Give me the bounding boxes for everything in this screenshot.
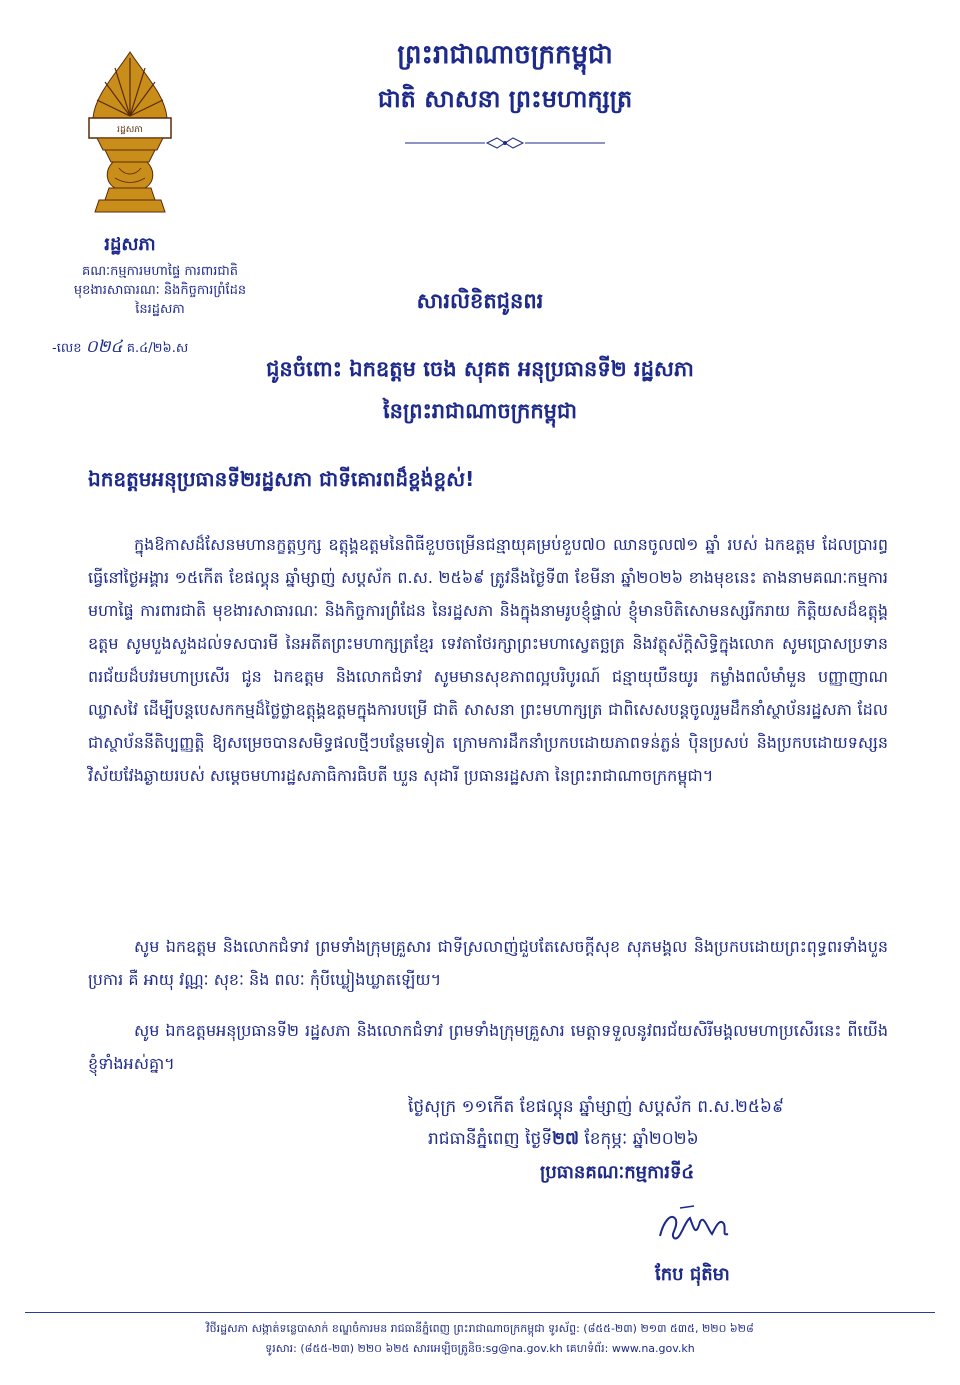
paragraph-text: ក្នុងឱកាសដ៏សែនមហានក្ខត្តឫក្ស ឧត្តុង្គឧត្តមនៃពិធីខួបចម្រើនជន្មាយុគម្រប់ខួប៧០ ឈានចូល៧១ ឆ្នាំ របស់ ឯកឧត្តម ដែលប្រារព្ធធ្វើនៅថ្ងៃអង្គារ ១៥កើត ខែផល្គុន ឆ្នាំម្សាញ់ សប្តស័ក ព.ស. ២៥៦៩ ត្រូវនឹងថ្ងៃទី៣ ខែមីនា ឆ្នាំ២០២៦ ខាងមុខនេះ តាងនាមគណៈកម្មការ មហាផ្ទៃ ការពារជាតិ មុខងារសាធារណៈ និងកិច្ចការព្រំដែន នៃរដ្ឋសភា និងក្នុងនាមរូបខ្ញុំផ្ទាល់ ខ្ញុំមានបិតិសោមនស្សរីករាយ កិត្តិយសដ៏ឧត្តុង្គឧត្តម សូមបួងសួងដល់ទសបារមី នៃអតីតព្រះមហាក្សត្រខ្មែរ ទេវតាថែរក្សាព្រះមហាស្វេតច្ឆត្រ និងវត្ថុស័ក្តិសិទ្ធិក្នុងលោក សូមប្រោសប្រទានពរជ័យដ៏បវរមហាប្រសើរ ជូន ឯកឧត្តម និងលោកជំទាវ សូមមានសុខភាពល្អបរិបូរណ៍ ជន្មាយុយឺនយូរ កម្លាំងពលំមាំមួន បញ្ញាញាណឈ្លាសវៃ ដើម្បីបន្តបេសកកម្មដ៏ថ្លៃថ្លាឧត្តុង្គឧត្តមក្នុងការបម្រើ ជាតិ សាសនា ព្រះមហាក្សត្រ ជាពិសេសបន្តចូលរួមដឹកនាំស្ថាប័នរដ្ឋសភា ដែលជាស្ថាប័ននីតិប្បញ្ញត្តិ ឱ្យសម្រេចបានសមិទ្ធផលថ្មីៗបន្ថែមទៀត ក្រោមការដឹកនាំប្រកបដោយភាពទន់ភ្លន់ ប៉ិនប្រសប់ និងប្រកបដោយទស្សនវិស័យវែងឆ្ងាយរបស់ សម្តេចមហារដ្ឋសភាធិការធិបតី ឃួន សុដារី ប្រធានរដ្ឋសភា នៃព្រះរាជាណាចក្រកម្ពុជា។ [88,535,888,785]
body-paragraph-2 [88,930,888,996]
recipient-line-2: នៃព្រះរាជាណាចក្រកម្ពុជា [382,399,577,423]
recipient-line-1: ជូនចំពោះ ឯកឧត្តម ចេង សុគត អនុប្រធានទី២ រដ្ឋសភា [266,357,694,381]
kingdom-heading: ព្រះរាជាណាចក្រកម្ពុជា [397,40,613,70]
ornament-divider [405,136,605,150]
ref-suffix: គ.៤/២៦.ស [126,341,189,356]
body-paragraph-3 [88,1014,888,1080]
solar-date [428,1128,888,1153]
salutation: ឯកឧត្តមអនុប្រធានទី២រដ្ឋសភា ជាទីគោរពដ៏ខ្ពង់ខ្ពស់! [88,467,475,491]
paragraph-text: សូម ឯកឧត្តមអនុប្រធានទី២ រដ្ឋសភា និងលោកជំទាវ ព្រមទាំងក្រុមគ្រួសារ មេត្តាទទួលនូវពរជ័យសិរីមង្គលមហាប្រសើរនេះ ពីយើងខ្ញុំទាំងអស់គ្នា។ [88,1021,888,1073]
solar-day: ២៧ [552,1129,579,1149]
national-assembly-emblem [85,50,175,220]
footer-contact: ទូរសារ: (៨៥៥-២៣) ២២០ ៦២៥ សារអេឡិចត្រូនិច:sg@na.gov.kh គេហទំព័រ: www.na.gov.kh [265,1342,695,1355]
emblem-label: រដ្ឋសភា [117,125,143,135]
footer-divider [25,1312,935,1313]
footer-address: វិថីរដ្ឋសភា សង្កាត់ទន្លេបាសាក់ ខណ្ឌចំការមន រាជធានីភ្នំពេញ ព្រះរាជាណាចក្រកម្ពុជា ទូរស័ព្ទ: (៨៥៥-២៣) ២១៣ ៥៣៥, ២២០ ៦២៨ [206,1322,754,1335]
sender-line: នៃរដ្ឋសភា [135,302,185,317]
sender-committee [50,262,270,319]
document-title: សារលិខិតជូនពរ [416,289,544,313]
sender-organization: រដ្ឋសភា [104,234,156,255]
lunar-date: ថ្ងៃសុក្រ ១១កើត ខែផល្គុន ឆ្នាំម្សាញ់ សប្តស័ក ព.ស.២៥៦៩ [408,1097,785,1117]
sender-line: គណៈកម្មការមហាផ្ទៃ ការពារជាតិ [82,264,238,279]
paragraph-text: សូម ឯកឧត្តម និងលោកជំទាវ ព្រមទាំងក្រុមគ្រួសារ ជាទីស្រលាញ់ជួបតែសេចក្តីសុខ សុភមង្គល និងប្រកបដោយព្រះពុទ្ធពរទាំងបួនប្រការ គឺ អាយុ វណ្ណៈ សុខៈ និង ពលៈ កុំបីឃ្លៀងឃ្លាតឡើយ។ [88,937,888,989]
handwritten-signature [650,1200,740,1250]
national-motto: ជាតិ សាសនា ព្រះមហាក្សត្រ [377,84,633,113]
ref-number-handwritten: ០២៤ [85,337,123,357]
solar-date-suffix: ខែកុម្ភៈ ឆ្នាំ២០២៦ [584,1129,699,1149]
body-paragraph-1 [88,528,888,792]
ref-prefix: -លេខ [52,341,82,356]
solar-date-prefix: រាជធានីភ្នំពេញ ថ្ងៃទី [428,1129,553,1149]
sender-line: មុខងារសាធារណៈ និងកិច្ចការព្រំដែន [73,283,247,298]
signer-title: ប្រធានគណៈកម្មការទី៤ [540,1162,695,1183]
signer-name: កែប ជុតិមា [655,1264,730,1285]
